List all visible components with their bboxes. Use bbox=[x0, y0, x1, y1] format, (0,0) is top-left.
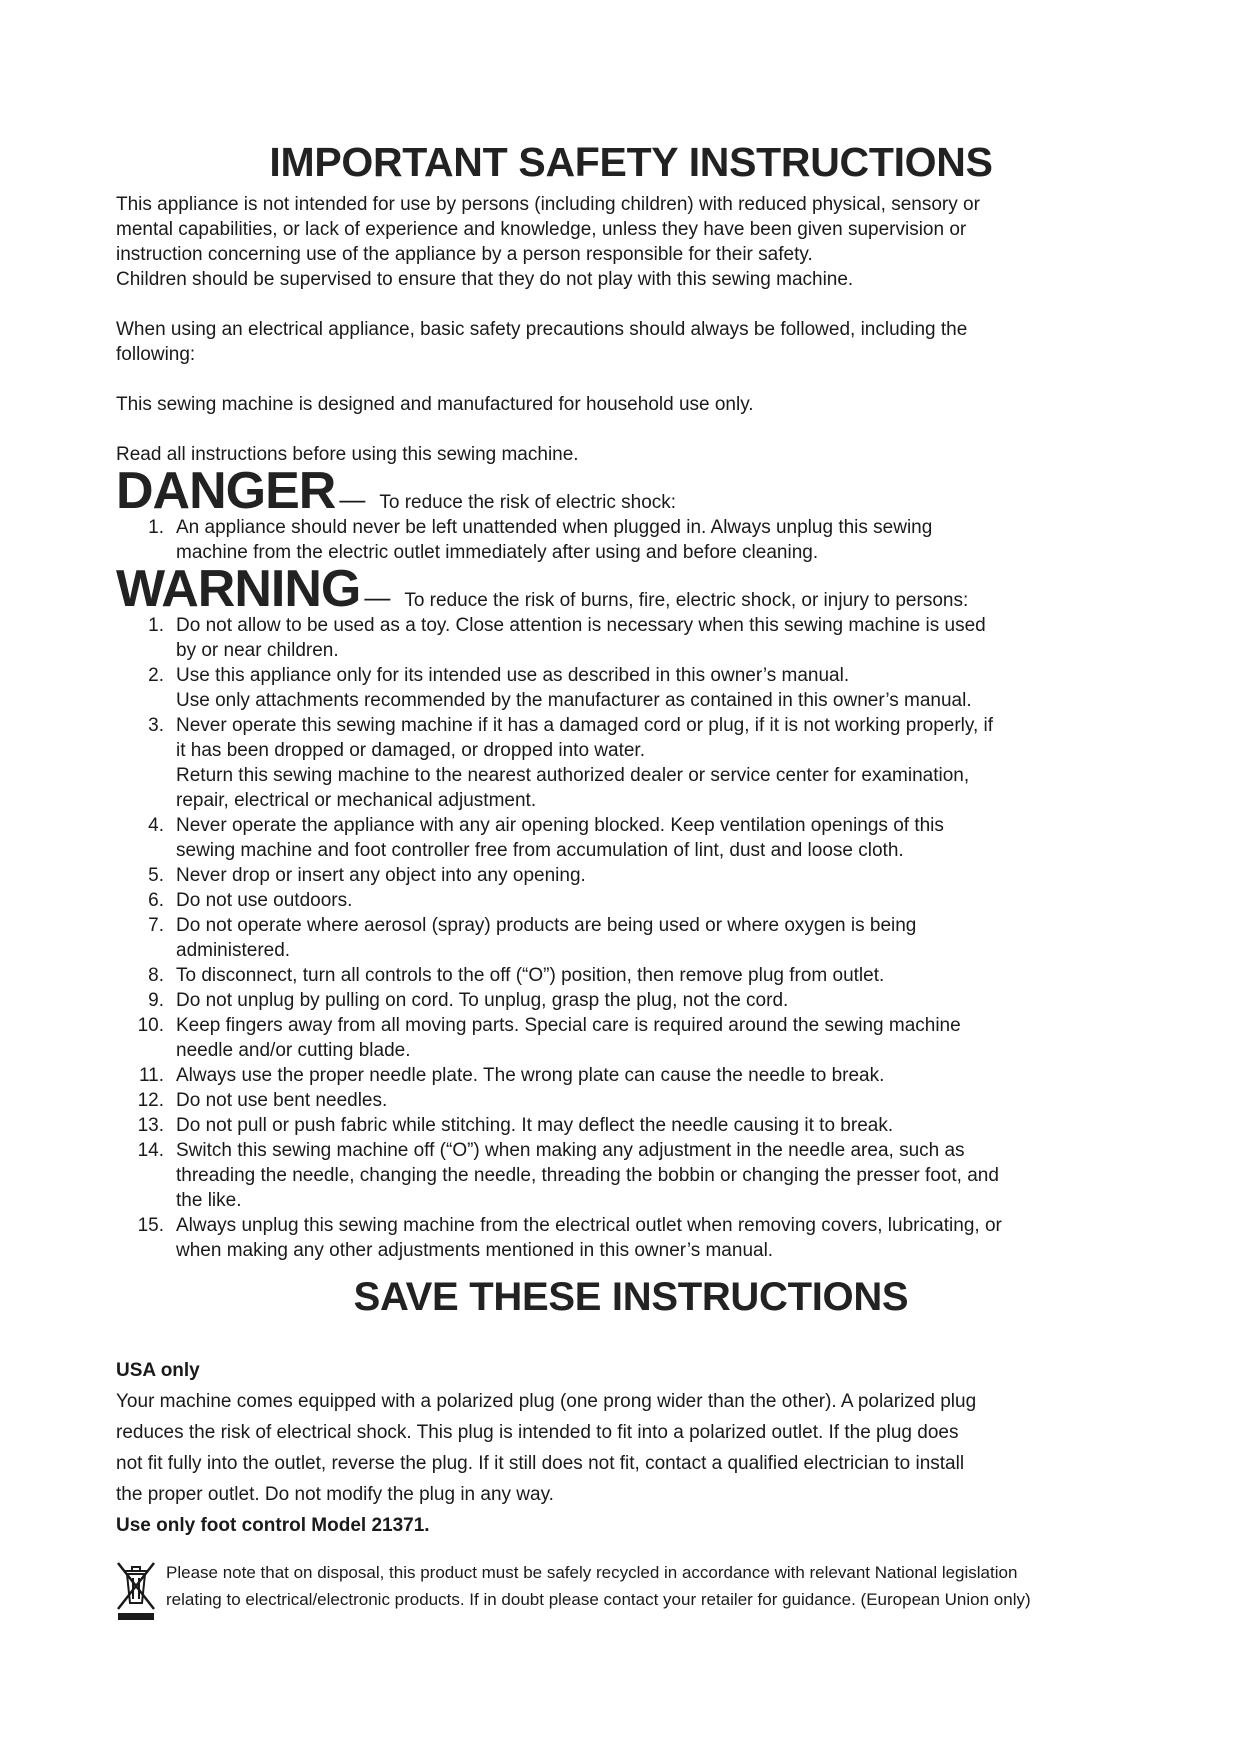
warning-heading-row bbox=[116, 560, 1146, 618]
warning-item bbox=[116, 613, 1146, 663]
danger-heading: DANGER bbox=[116, 462, 336, 520]
item-number: 15. bbox=[137, 1215, 164, 1236]
warning-item bbox=[116, 1213, 1146, 1263]
warning-list bbox=[116, 613, 1146, 1263]
usa-only-heading: USA only bbox=[116, 1360, 200, 1381]
warning-item bbox=[116, 988, 1146, 1013]
warning-item bbox=[116, 863, 1146, 888]
item-number: 4. bbox=[148, 815, 164, 836]
item-text: Do not allow to be used as a toy. Close attention is necessary when this sewing machine is used by or near children. bbox=[176, 615, 986, 661]
warning-item bbox=[116, 663, 1146, 713]
item-number: 7. bbox=[148, 915, 164, 936]
save-instructions-title: SAVE THESE INSTRUCTIONS bbox=[353, 1275, 909, 1319]
item-text: Do not use outdoors. bbox=[176, 890, 353, 911]
warning-item bbox=[116, 1063, 1146, 1088]
item-number: 10. bbox=[137, 1015, 164, 1036]
warning-heading: WARNING bbox=[116, 560, 361, 618]
warning-item bbox=[116, 713, 1146, 813]
item-number: 6. bbox=[148, 890, 164, 911]
danger-heading-row bbox=[116, 462, 1146, 520]
item-text: Do not pull or push fabric while stitching. It may deflect the needle causing it to break. bbox=[176, 1115, 894, 1136]
warning-item bbox=[116, 888, 1146, 913]
warning-item bbox=[116, 913, 1146, 963]
warning-item bbox=[116, 813, 1146, 863]
warning-item bbox=[116, 1013, 1146, 1063]
item-text: Never operate this sewing machine if it has a damaged cord or plug, if it is not working properly, if it has been dropped or damaged, or dropped into water. Return this sewing machine to the nearest authorized dealer or service center for examination, repair, electrical or mechanical adjustment. bbox=[176, 715, 994, 811]
item-number: 5. bbox=[148, 865, 164, 886]
warning-dash: — bbox=[364, 582, 391, 612]
item-text: An appliance should never be left unattended when plugged in. Always unplug this sewing machine from the electric outlet immediately after using and before cleaning. bbox=[176, 517, 933, 563]
item-text: Keep fingers away from all moving parts. Special care is required around the sewing machine needle and/or cutting blade. bbox=[176, 1015, 961, 1061]
danger-list bbox=[116, 515, 1146, 565]
item-text: Always use the proper needle plate. The wrong plate can cause the needle to break. bbox=[176, 1065, 885, 1086]
item-text: Switch this sewing machine off (“O”) when making any adjustment in the needle area, such as threading the needle, changing the needle, threading the bobbin or changing the presser foot, and the like. bbox=[176, 1140, 999, 1211]
item-text: Use this appliance only for its intended use as described in this owner’s manual. Use only attachments recommended by the manufacturer as contained in this owner’s manual. bbox=[176, 665, 972, 711]
item-text: Do not operate where aerosol (spray) products are being used or where oxygen is being administered. bbox=[176, 915, 917, 961]
polarized-plug-paragraph: Your machine comes equipped with a polarized plug (one prong wider than the other). A polarized plug reduces the risk of electrical shock. This plug is intended to fit into a polarized outlet. If the plug does not fit fully into the outlet, reverse the plug. If it still does not fit, contact a qualified electrician to install the proper outlet. Do not modify the plug in any way. bbox=[116, 1391, 977, 1505]
page-title: IMPORTANT SAFETY INSTRUCTIONS bbox=[269, 139, 993, 185]
item-number: 14. bbox=[137, 1140, 164, 1161]
item-text: Do not unplug by pulling on cord. To unplug, grasp the plug, not the cord. bbox=[176, 990, 789, 1011]
foot-control-note: Use only foot control Model 21371. bbox=[116, 1515, 430, 1536]
item-number: 13. bbox=[137, 1115, 164, 1136]
item-text: Do not use bent needles. bbox=[176, 1090, 388, 1111]
intro-paragraph-2: When using an electrical appliance, basic safety precautions should always be followed, including the following: bbox=[116, 319, 968, 365]
warning-item bbox=[116, 1138, 1146, 1213]
item-number: 1. bbox=[148, 517, 164, 538]
item-number: 3. bbox=[148, 715, 164, 736]
warning-note: To reduce the risk of burns, fire, electric shock, or injury to persons: bbox=[404, 590, 969, 611]
item-number: 9. bbox=[148, 990, 164, 1011]
item-text: To disconnect, turn all controls to the off (“O”) position, then remove plug from outlet. bbox=[176, 965, 885, 986]
item-number: 1. bbox=[148, 615, 164, 636]
item-number: 2. bbox=[148, 665, 164, 686]
warning-item bbox=[116, 1088, 1146, 1113]
intro-paragraph-4: Read all instructions before using this sewing machine. bbox=[116, 444, 579, 465]
disposal-notice bbox=[116, 1559, 1146, 1621]
intro-paragraph-3: This sewing machine is designed and manufactured for household use only. bbox=[116, 394, 754, 415]
danger-note: To reduce the risk of electric shock: bbox=[379, 492, 677, 513]
document-page bbox=[116, 132, 1146, 1621]
item-number: 8. bbox=[148, 965, 164, 986]
intro-paragraph-1: This appliance is not intended for use by persons (including children) with reduced physical, sensory or mental capabilities, or lack of experience and knowledge, unless they have been given supervision or instruction concerning use of the appliance by a person responsible for their safety. Children should be supervised to ensure that they do not play with this sewing machine. bbox=[116, 194, 980, 290]
crossed-bin-icon bbox=[116, 1559, 156, 1621]
danger-dash: — bbox=[339, 484, 366, 514]
item-text: Never drop or insert any object into any opening. bbox=[176, 865, 586, 886]
disposal-text: Please note that on disposal, this product must be safely recycled in accordance with relevant National legislation relating to electrical/electronic products. If in doubt please contact your retailer for guidance. (European Union only) bbox=[166, 1563, 1031, 1609]
warning-item bbox=[116, 963, 1146, 988]
item-text: Never operate the appliance with any air opening blocked. Keep ventilation openings of this sewing machine and foot controller free from accumulation of lint, dust and loose cloth. bbox=[176, 815, 944, 861]
warning-item bbox=[116, 1113, 1146, 1138]
item-number: 11. bbox=[138, 1065, 164, 1086]
item-number: 12. bbox=[137, 1090, 164, 1111]
danger-item bbox=[116, 515, 1146, 565]
item-text: Always unplug this sewing machine from the electrical outlet when removing covers, lubricating, or when making any other adjustments mentioned in this owner’s manual. bbox=[176, 1215, 1002, 1261]
